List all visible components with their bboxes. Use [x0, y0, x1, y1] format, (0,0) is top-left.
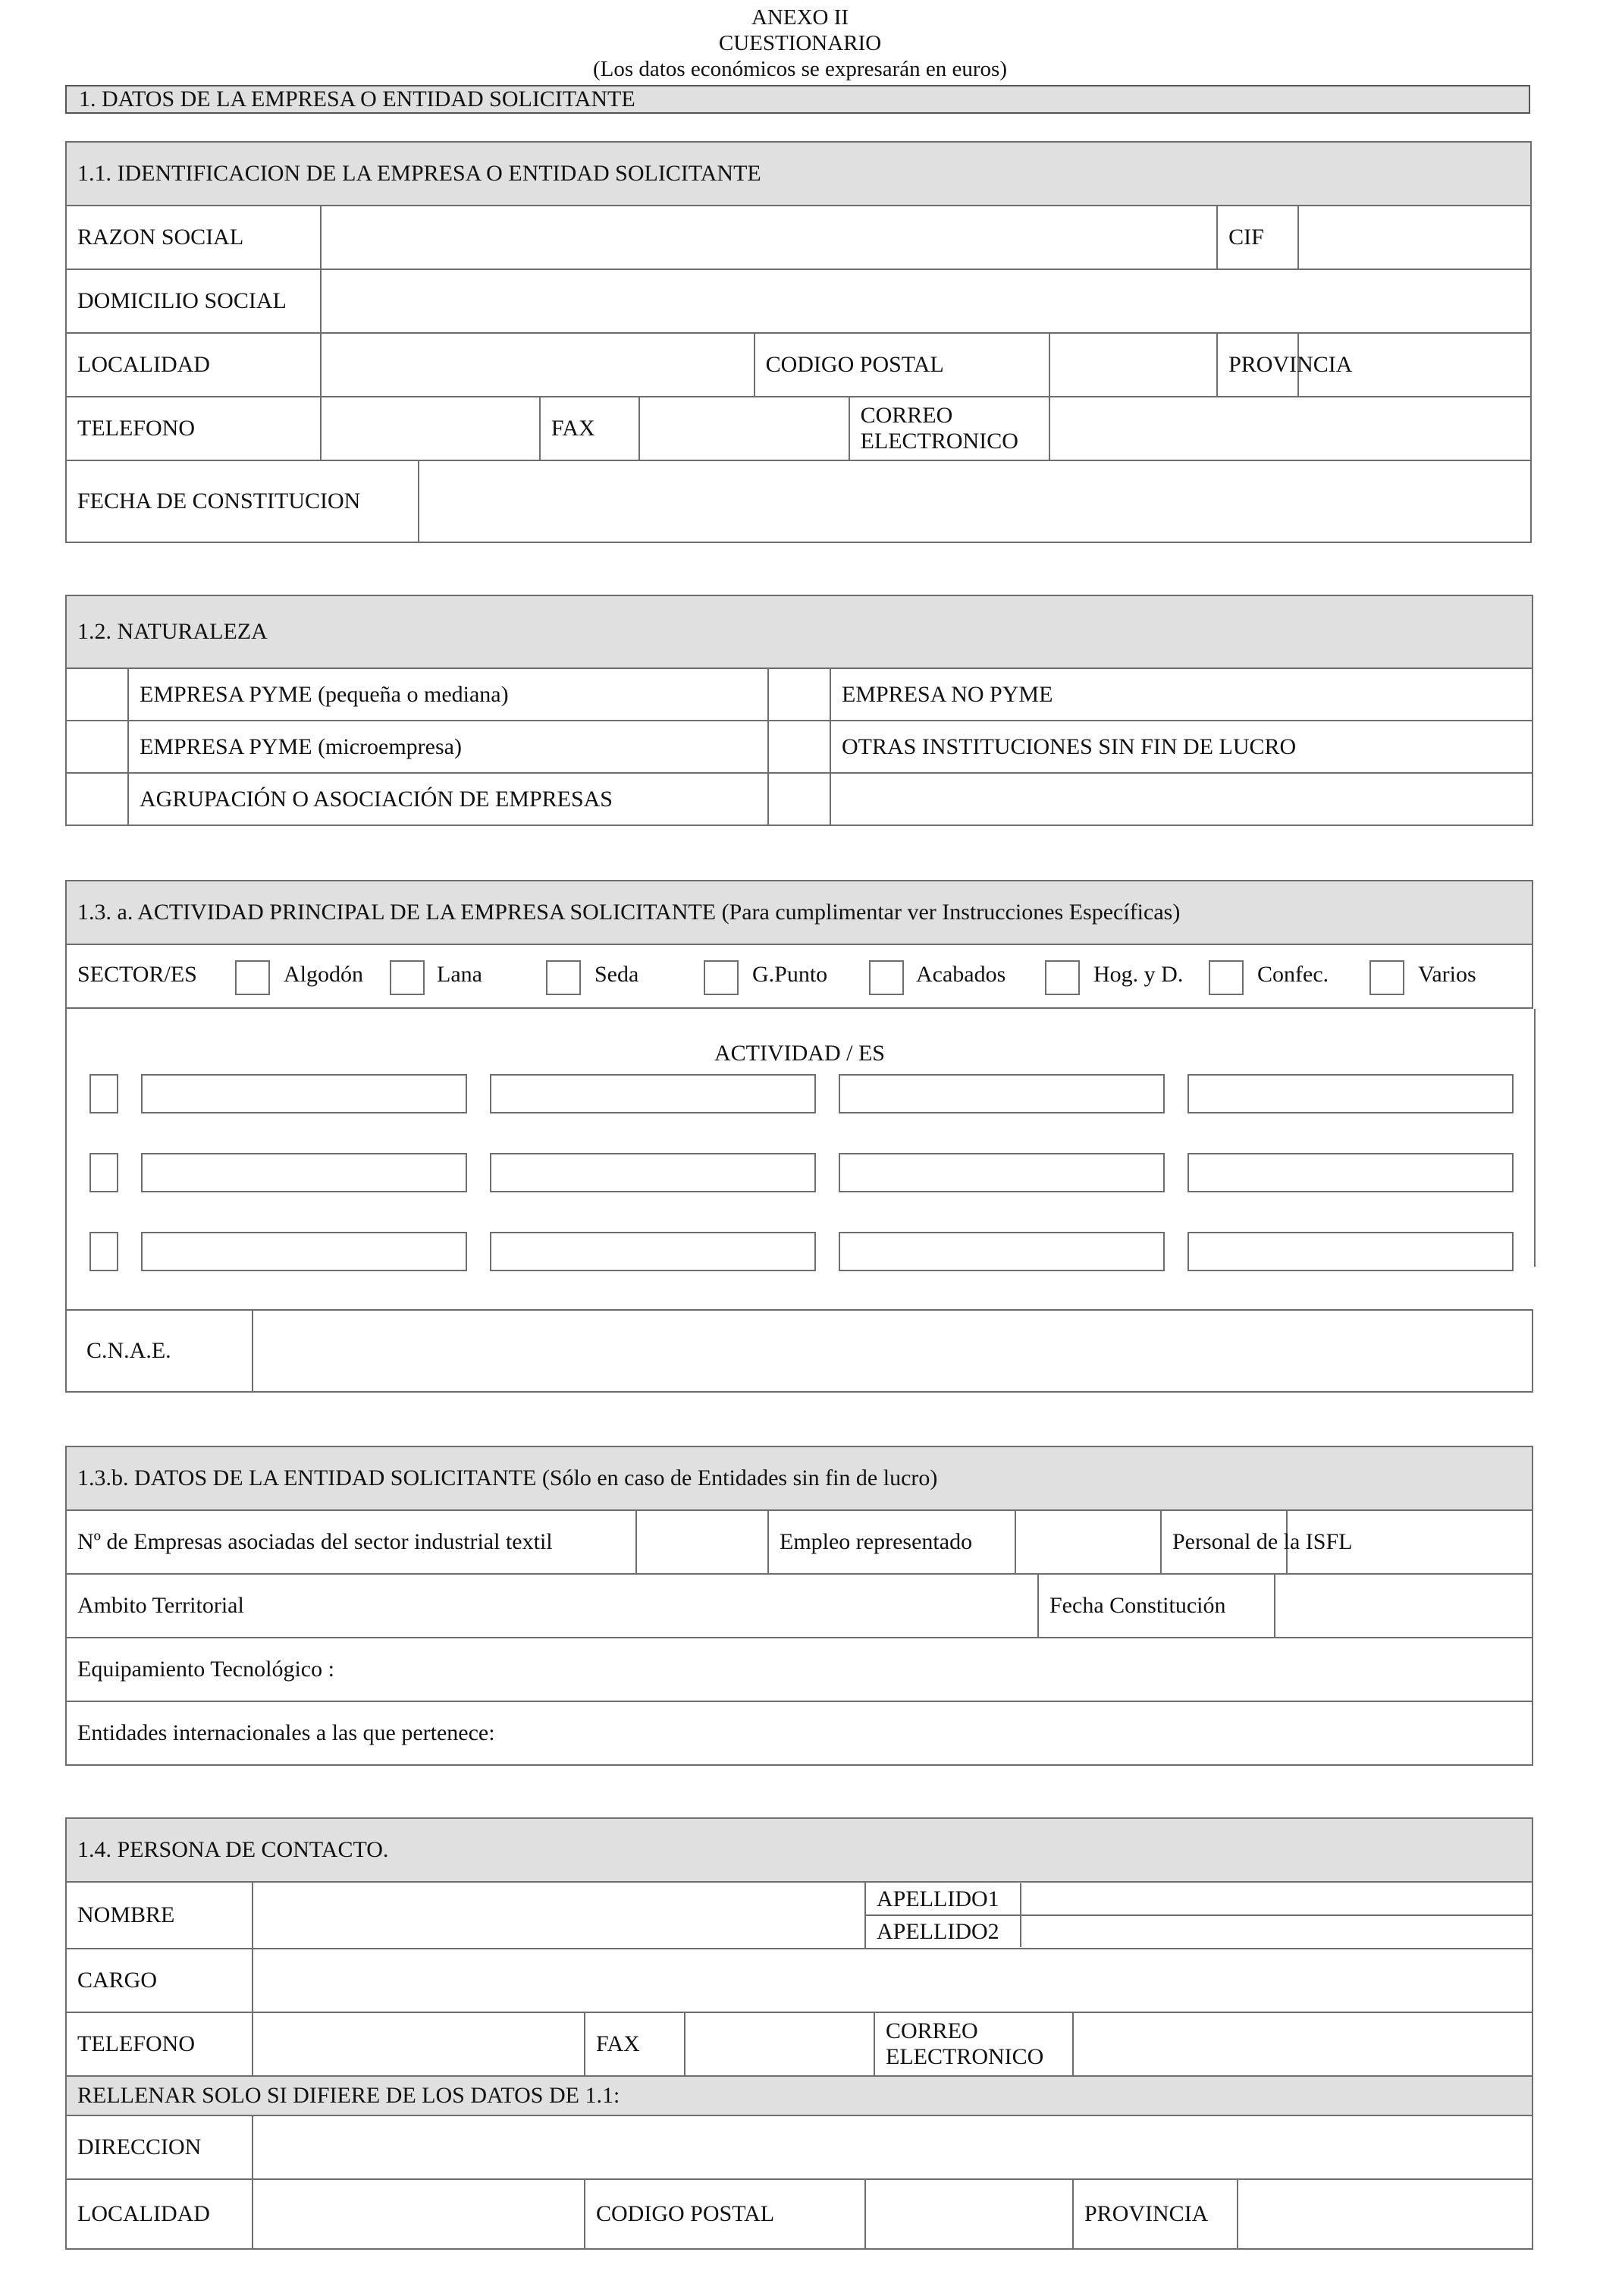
- apellido1-field[interactable]: [1021, 1883, 1532, 1915]
- fecha-constitucion-isfl-field[interactable]: [1275, 1574, 1533, 1638]
- fecha-constitucion-isfl-label: Fecha Constitución: [1038, 1574, 1275, 1638]
- cnae-field[interactable]: [253, 1310, 1533, 1392]
- contacto-fax-field[interactable]: [685, 2012, 874, 2076]
- fax-field[interactable]: [639, 397, 849, 460]
- contacto-codigo-postal-field[interactable]: [865, 2179, 1073, 2249]
- apellido2-field[interactable]: [1021, 1915, 1532, 1947]
- nombre-label: NOMBRE: [66, 1882, 253, 1949]
- section-1-2-title: 1.2. NATURALEZA: [66, 595, 1533, 668]
- actividad-field[interactable]: [1187, 1153, 1514, 1192]
- form-title: CUESTIONARIO: [718, 31, 882, 55]
- codigo-postal-field[interactable]: [1049, 333, 1217, 397]
- contacto-localidad-field[interactable]: [253, 2179, 585, 2249]
- cif-label: CIF: [1217, 206, 1298, 269]
- fecha-constitucion-label: FECHA DE CONSTITUCION: [77, 488, 361, 514]
- contacto-provincia-label: PROVINCIA: [1084, 2201, 1209, 2226]
- razon-social-field[interactable]: [321, 206, 1217, 269]
- contacto-telefono-field[interactable]: [253, 2012, 585, 2076]
- direccion-label: DIRECCION: [66, 2115, 253, 2179]
- contacto-correo-label: CORREO ELECTRONICO: [874, 2012, 1073, 2076]
- contacto-fax-label: FAX: [585, 2012, 685, 2076]
- contacto-correo-field[interactable]: [1073, 2012, 1533, 2076]
- sector-confeccion-label: Confec.: [1257, 962, 1329, 987]
- empleo-field[interactable]: [1015, 1510, 1161, 1574]
- fecha-constitucion-row: [66, 460, 1531, 542]
- apellidos-cell: [865, 1882, 1533, 1949]
- actividad-field[interactable]: [141, 1232, 467, 1271]
- option-sin-fin-lucro: OTRAS INSTITUCIONES SIN FIN DE LUCRO: [830, 721, 1533, 773]
- sector-checkbox-varios[interactable]: [1369, 960, 1404, 995]
- section-1-4-title: 1.4. PERSONA DE CONTACTO.: [66, 1818, 1533, 1882]
- contacto-telefono-label: TELEFONO: [66, 2012, 253, 2076]
- option-empty: [830, 773, 1533, 825]
- checkbox-empty[interactable]: [768, 773, 830, 825]
- nombre-field[interactable]: [253, 1882, 865, 1949]
- section-1-3b-title: 1.3.b. DATOS DE LA ENTIDAD SOLICITANTE (Sólo en caso de Entidades sin fin de lucro): [66, 1446, 1533, 1510]
- fax-label: FAX: [540, 397, 639, 460]
- option-agrupacion: AGRUPACIÓN O ASOCIACIÓN DE EMPRESAS: [128, 773, 768, 825]
- sector-punto-label: G.Punto: [752, 962, 828, 987]
- sector-acabados-label: Acabados: [916, 962, 1006, 987]
- sector-seda-label: Seda: [595, 962, 639, 987]
- checkbox-agrupacion[interactable]: [66, 773, 128, 825]
- checkbox-sin-fin-lucro[interactable]: [768, 721, 830, 773]
- section-1-1-title: 1.1. IDENTIFICACION DE LA EMPRESA O ENTIDAD SOLICITANTE: [66, 142, 1531, 206]
- codigo-postal-label: CODIGO POSTAL: [755, 333, 1049, 397]
- actividad-field[interactable]: [839, 1232, 1165, 1271]
- contacto-codigo-postal-label: CODIGO POSTAL: [585, 2179, 865, 2249]
- contacto-provincia-cell: [1073, 2179, 1533, 2249]
- actividad-checkbox[interactable]: [89, 1074, 118, 1113]
- provincia-label: PROVINCIA: [1217, 333, 1298, 397]
- apellido1-label: APELLIDO1: [866, 1883, 1021, 1915]
- actividad-field[interactable]: [1187, 1232, 1514, 1271]
- telefono-field[interactable]: [321, 397, 540, 460]
- sector-row: [66, 944, 1533, 1008]
- checkbox-pyme-mediana[interactable]: [66, 668, 128, 721]
- checkbox-no-pyme[interactable]: [768, 668, 830, 721]
- sector-hogar-label: Hog. y D.: [1093, 962, 1184, 987]
- sector-checkbox-confeccion[interactable]: [1209, 960, 1244, 995]
- razon-social-label: RAZON SOCIAL: [66, 206, 321, 269]
- checkbox-microempresa[interactable]: [66, 721, 128, 773]
- form-subtitle: (Los datos económicos se expresarán en euros): [593, 57, 1007, 81]
- actividad-field[interactable]: [490, 1232, 816, 1271]
- domicilio-social-field[interactable]: [321, 269, 1531, 333]
- rellenar-note: RELLENAR SOLO SI DIFIERE DE LOS DATOS DE 1.1:: [66, 2076, 1533, 2115]
- ambito-label: Ambito Territorial: [66, 1574, 1038, 1638]
- contacto-table: [65, 1817, 1533, 2250]
- actividad-field[interactable]: [1187, 1074, 1514, 1113]
- equipamiento-field[interactable]: Equipamiento Tecnológico :: [66, 1638, 1533, 1701]
- cif-field[interactable]: [1298, 206, 1531, 269]
- section-1-title: 1. DATOS DE LA EMPRESA O ENTIDAD SOLICITANTE: [65, 85, 1530, 114]
- section-1-3a-title: 1.3. a. ACTIVIDAD PRINCIPAL DE LA EMPRESA SOLICITANTE (Para cumplimentar ver Instrucciones Específicas): [66, 881, 1533, 944]
- contacto-provincia-field[interactable]: [1238, 2180, 1532, 2248]
- actividad-title: ACTIVIDAD / ES: [714, 1041, 885, 1066]
- direccion-field[interactable]: [253, 2115, 1533, 2179]
- empleo-label: Empleo representado: [768, 1510, 1015, 1574]
- actividad-field[interactable]: [839, 1153, 1165, 1192]
- entidad-table: [65, 1446, 1533, 1766]
- cargo-field[interactable]: [253, 1949, 1533, 2012]
- fecha-constitucion-field[interactable]: [419, 461, 1530, 542]
- identification-table: [65, 141, 1532, 543]
- sector-checkbox-punto[interactable]: [704, 960, 739, 995]
- actividad-field[interactable]: [839, 1074, 1165, 1113]
- actividad-checkbox[interactable]: [89, 1232, 118, 1271]
- annex-label: ANEXO II: [751, 5, 849, 30]
- actividad-checkbox[interactable]: [89, 1153, 118, 1192]
- cnae-label: C.N.A.E.: [66, 1310, 253, 1392]
- correo-label: CORREO ELECTRONICO: [849, 397, 1049, 460]
- actividad-divider: [1534, 1009, 1536, 1267]
- personal-isfl-label: Personal de la ISFL: [1161, 1510, 1287, 1574]
- sector-lana-label: Lana: [437, 962, 482, 987]
- actividad-area: [66, 1008, 1533, 1310]
- cargo-label: CARGO: [66, 1949, 253, 2012]
- actividad-field[interactable]: [141, 1153, 467, 1192]
- domicilio-social-label: DOMICILIO SOCIAL: [66, 269, 321, 333]
- empresas-asociadas-label: Nº de Empresas asociadas del sector industrial textil: [66, 1510, 636, 1574]
- sector-varios-label: Varios: [1418, 962, 1476, 987]
- actividad-field[interactable]: [490, 1074, 816, 1113]
- telefono-label: TELEFONO: [66, 397, 321, 460]
- option-pyme-mediana: EMPRESA PYME (pequeña o mediana): [128, 668, 768, 721]
- correo-field[interactable]: [1049, 397, 1531, 460]
- sector-label: SECTOR/ES: [77, 962, 197, 987]
- actividad-table: [65, 880, 1533, 1393]
- option-no-pyme: EMPRESA NO PYME: [830, 668, 1533, 721]
- sector-checkbox-seda[interactable]: [546, 960, 581, 995]
- actividad-field[interactable]: [490, 1153, 816, 1192]
- empresas-asociadas-field[interactable]: [636, 1510, 768, 1574]
- sector-algodon-label: Algodón: [284, 962, 363, 987]
- localidad-label: LOCALIDAD: [66, 333, 321, 397]
- contacto-localidad-label: LOCALIDAD: [66, 2179, 253, 2249]
- apellido2-label: APELLIDO2: [877, 1918, 999, 1944]
- option-microempresa: EMPRESA PYME (microempresa): [128, 721, 768, 773]
- sector-checkbox-lana[interactable]: [390, 960, 425, 995]
- naturaleza-table: [65, 595, 1533, 826]
- sector-checkbox-hogar[interactable]: [1045, 960, 1080, 995]
- sector-checkbox-acabados[interactable]: [869, 960, 904, 995]
- entidades-field[interactable]: Entidades internacionales a las que pertenece:: [66, 1701, 1533, 1765]
- localidad-field[interactable]: [321, 333, 755, 397]
- actividad-field[interactable]: [141, 1074, 467, 1113]
- sector-checkbox-algodon[interactable]: [235, 960, 270, 995]
